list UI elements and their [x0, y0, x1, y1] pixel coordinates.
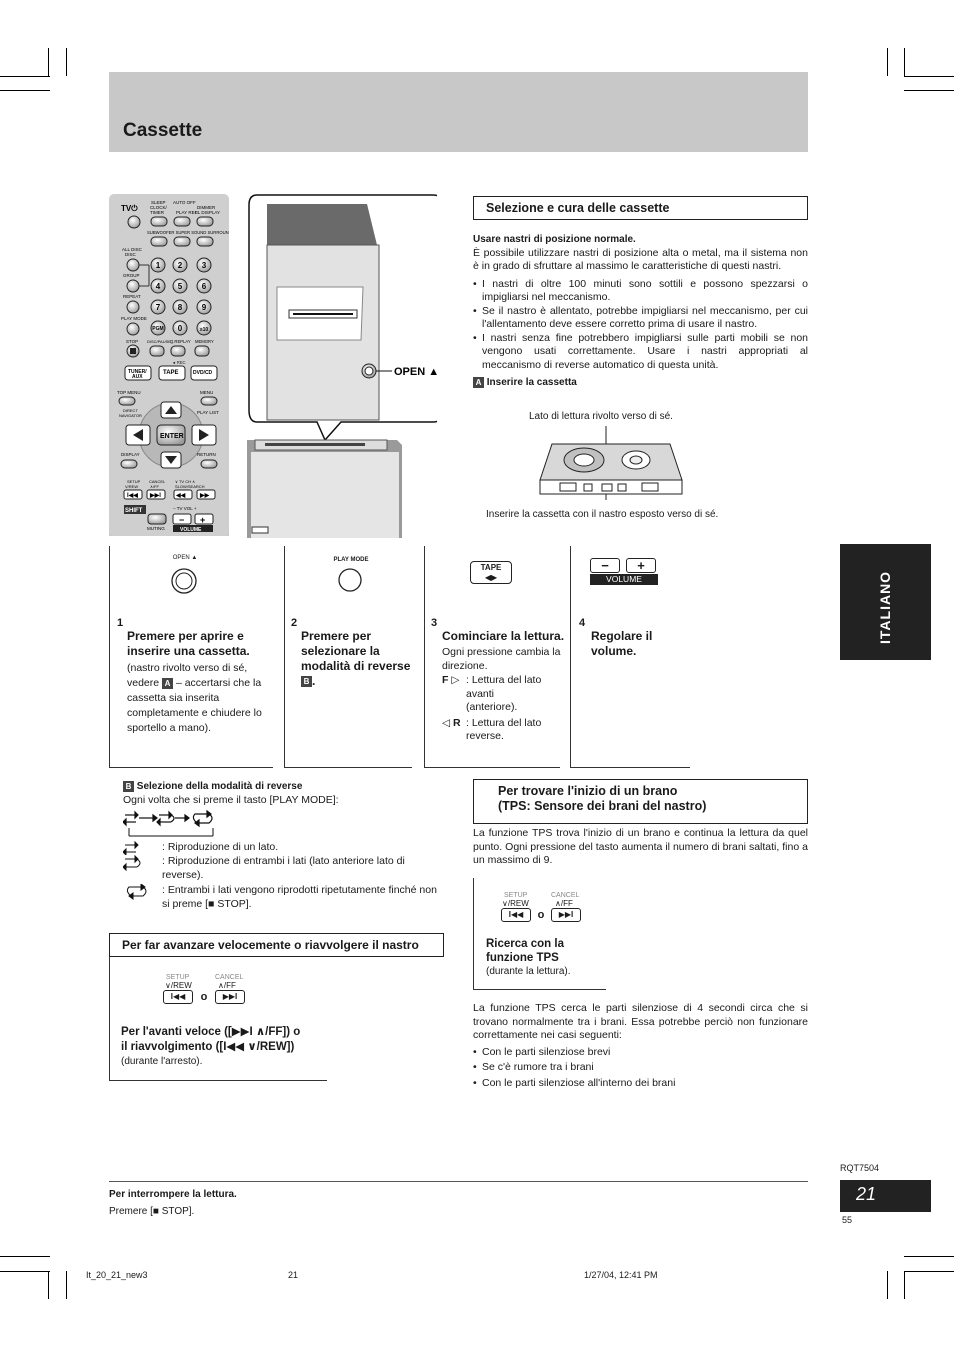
group-button[interactable]	[127, 280, 139, 292]
ffrew-sub-labels	[163, 981, 263, 990]
step-3-r-row	[442, 717, 566, 744]
reverse-intro: Ogni volta che si preme il tasto [PLAY MODE]:	[123, 793, 339, 806]
pgm-label: PGM	[152, 326, 164, 332]
memory-button[interactable]	[195, 346, 209, 356]
return-button[interactable]	[201, 460, 217, 468]
remote-enter-label: ENTER	[160, 433, 184, 440]
reverse-item-1	[123, 841, 443, 855]
ffrew-divider	[109, 1080, 327, 1081]
ffrew-desc-1: Per l'avanti veloce ([▶▶I ∧/FF]) o	[121, 1026, 301, 1038]
remote-play-mode-label: PLAY MODE	[121, 316, 147, 321]
remote-sleep-label: SLEEP	[151, 200, 166, 205]
header-bar	[109, 72, 808, 152]
remote-tvch-label: ∨ TV CH ∧	[175, 479, 196, 484]
remote-control	[109, 194, 229, 536]
selezione-subtitle: Usare nastri di posizione normale.	[473, 234, 636, 245]
step-1-body-b: – accertarsi che la cassetta sia inserita completamente e chiudere lo sportello a mano).	[127, 677, 262, 734]
footer-rule	[109, 1181, 808, 1182]
ffrew-title: Per far avanzare velocemente o riavvolgere il nastro	[109, 933, 444, 957]
svg-text:◀◀: ◀◀	[176, 493, 186, 499]
reverse-badge: B	[123, 781, 134, 792]
ffrew-desc-2: il riavvolgimento ([I◀◀ ∨/REW])	[121, 1041, 295, 1053]
q-replay-button[interactable]	[171, 346, 185, 356]
crop-mark	[0, 1256, 50, 1257]
crop-mark	[0, 76, 50, 77]
ffrew-note: (durante l'arresto).	[121, 1056, 203, 1067]
reverse-item-2-text: : Riproduzione di entrambi i lati (lato anteriore lato di reverse).	[162, 855, 405, 881]
remote-repeat-label: REPEAT	[123, 294, 141, 299]
step-divider	[570, 546, 571, 768]
remote-fldisplay-label: FL DISPLAY	[195, 210, 221, 215]
remote-playrec-label: PLAY REC	[176, 210, 198, 215]
remote-tape-label: TAPE	[163, 370, 179, 376]
tps-divider	[473, 989, 606, 990]
dimmer-button[interactable]	[197, 217, 213, 226]
step-4	[579, 617, 679, 659]
tps-rew-label: ∨/REW	[502, 899, 529, 908]
tps-button-row	[501, 908, 601, 922]
remote-topmenu-label: TOP MENU	[117, 390, 141, 395]
unit-drawing	[237, 190, 437, 538]
step-3-r-key: ◁ R	[442, 716, 461, 729]
step-2-icon	[326, 557, 376, 602]
digit-label: 0	[177, 324, 183, 333]
insert-badge: A	[473, 377, 484, 388]
step-divider	[284, 767, 412, 768]
digit-label: ≥10	[199, 327, 209, 333]
tps-divider	[473, 878, 474, 990]
tps-bullet-2: • Se c'è rumore tra i brani	[473, 1061, 808, 1075]
ffrew-desc	[121, 1025, 331, 1069]
reverse-item-1-text: : Riproduzione di un lato.	[162, 841, 279, 853]
step-3-number: 3	[431, 617, 438, 629]
digit-label: 2	[177, 261, 183, 270]
cassette-drawing	[538, 424, 684, 500]
step-3-f-key: F ▷	[442, 674, 460, 686]
step-divider	[424, 767, 560, 768]
tps-ff-icon[interactable]: ▶▶I	[551, 908, 581, 922]
ffrew-cancel-label: CANCEL	[215, 974, 244, 981]
step-divider	[284, 546, 285, 768]
step-1-icon-label: OPEN ▲	[172, 555, 198, 561]
ff-icon[interactable]: ▶▶I	[215, 990, 245, 1004]
digit-label: 8	[177, 303, 183, 312]
reverse-section	[123, 780, 443, 807]
step-divider	[109, 546, 110, 768]
remote-qreplay-label: Q.REPLAY	[170, 339, 191, 344]
step-3-icon-label: TAPE	[480, 563, 502, 572]
svg-text:▶▶: ▶▶	[200, 493, 210, 499]
open-label: OPEN ▲	[394, 366, 437, 378]
tps-or: o	[537, 909, 545, 921]
tps-rew-icon[interactable]: I◀◀	[501, 908, 531, 922]
volume-buttons-icon	[590, 558, 662, 588]
remote-pause-label: DISC/PAUSE	[147, 339, 171, 344]
caption-bottom: Inserire la cassetta con il nastro esposto verso di sé.	[486, 509, 719, 520]
pause-button[interactable]	[150, 346, 164, 356]
crop-mark	[0, 90, 50, 91]
language-tab-label: ITALIANO	[877, 570, 893, 644]
both-sides-icon	[123, 855, 161, 875]
display-button[interactable]	[121, 460, 137, 468]
remote-group-label: GROUP	[123, 273, 140, 278]
ffrew-buttons	[163, 974, 263, 1010]
stop-title: Per interrompere la lettura.	[109, 1189, 237, 1200]
remote-return-label: RETURN	[197, 452, 216, 457]
reverse-item-2	[123, 855, 443, 882]
tps-buttons	[501, 892, 601, 928]
stop-section	[109, 1188, 237, 1218]
ffrew-divider	[109, 957, 110, 1081]
tps-title-2: (TPS: Sensore dei brani del nastro)	[498, 799, 707, 813]
page-number-small: 55	[842, 1215, 853, 1225]
remote-memory-label: MEMORY	[195, 339, 214, 344]
step-2-icon-label: PLAY MODE	[333, 557, 369, 563]
tps-ff-label: ∧/FF	[555, 899, 573, 908]
crop-mark	[887, 48, 888, 76]
tps-search-note: (durante la lettura).	[486, 966, 571, 977]
reverse-title: Selezione della modalità di reverse	[136, 781, 303, 792]
remote-slow-label: SLOW/SEARCH	[175, 484, 205, 489]
remote-sw-label: SUBWOOFER SUPER SOUND SURROUND	[147, 230, 229, 235]
language-tab	[840, 544, 931, 660]
reverse-heading	[123, 780, 443, 794]
svg-text:+: +	[200, 515, 206, 525]
ffrew-button-row	[163, 990, 263, 1004]
step-divider	[424, 546, 425, 768]
step-1-number: 1	[117, 617, 124, 629]
tps-title-1: Per trovare l'inizio di un brano	[498, 784, 678, 798]
tps-setup-label: SETUP	[504, 892, 528, 899]
remote-muting-label: MUTING	[147, 526, 165, 531]
remote-autooff-label: AUTO OFF	[173, 200, 196, 205]
play-mode-button[interactable]	[127, 323, 139, 335]
step-3-r-text: : Lettura del lato reverse.	[466, 716, 542, 742]
step-3-title: Cominciare la lettura.	[442, 629, 565, 643]
caption-top: Lato di lettura rivolto verso di sé.	[529, 411, 673, 422]
tps-search	[486, 937, 596, 979]
digit-label: 4	[155, 282, 161, 291]
insert-title: Inserire la cassetta	[486, 377, 577, 388]
volume-down-icon[interactable]: −	[590, 558, 620, 573]
remote-setup-label: SETUP	[127, 479, 141, 484]
svg-text:−: −	[179, 515, 185, 525]
step-divider	[570, 767, 690, 768]
crop-mark	[0, 1271, 50, 1272]
digit-label: 1	[155, 261, 161, 270]
one-side-icon	[123, 841, 161, 855]
remote-menu-label: MENU	[200, 390, 214, 395]
selezione-intro: È possibile utilizzare nastri di posizione alta o metal, ma il sistema non è in grado di sfruttare al massimo le caratteristiche di questi nastri.	[473, 246, 808, 272]
tps-intro: La funzione TPS trova l'inizio di un brano e continua la lettura da quel punto. Ogni pressione del tasto aumenta il numero di brani saltati, fino a un massimo di 9.	[473, 827, 808, 866]
remote-navigator-label: NAVIGATOR	[119, 413, 142, 418]
tps-body-text: La funzione TPS cerca le parti silenziose di 4 secondi circa che si trovano normalmente tra i brani. Essa potrebbe perciò non funzionare correttamente nei casi seguenti:	[473, 1002, 808, 1041]
svg-text:▶▶I: ▶▶I	[150, 493, 161, 499]
ffrew-rew-label: ∨/REW	[165, 981, 192, 990]
reverse-cycle-icons	[123, 810, 243, 842]
volume-buttons-row	[590, 558, 662, 573]
remote-timer-label: TIMER	[150, 210, 164, 215]
svg-text:I◀◀: I◀◀	[127, 493, 138, 499]
digit-label: 5	[177, 282, 183, 291]
tps-top-labels	[501, 892, 601, 899]
remote-dimmer-label: DIMMER	[197, 205, 216, 210]
volume-label-bar: VOLUME	[590, 574, 658, 585]
ffrew-ff-label: ∧/FF	[218, 981, 236, 990]
volume-up-icon[interactable]: +	[626, 558, 656, 573]
step-4-number: 4	[579, 617, 586, 629]
digit-label: 9	[201, 303, 207, 312]
tps-sub-labels	[501, 899, 601, 908]
step-1	[117, 617, 267, 736]
ffrew-setup-label: SETUP	[166, 974, 190, 981]
remote-stop-label: STOP	[126, 339, 139, 344]
open-button-icon[interactable]	[160, 561, 210, 599]
tape-arrows-icon: ◀▶	[484, 573, 498, 582]
tps-bullet-3: • Con le parti silenziose all'interno dei brani	[473, 1077, 808, 1091]
tps-bullet-1: • Con le parti silenziose brevi	[473, 1046, 808, 1060]
tape-button-icon[interactable]	[470, 561, 512, 584]
step-divider	[109, 767, 273, 768]
step-1-body-a: (nastro rivolto verso di sé, vedere	[127, 662, 248, 689]
reverse-item-3	[123, 884, 443, 911]
step-3-f-text: : Lettura del lato avanti (anteriore).	[466, 674, 542, 713]
remote-display-label: DISPLAY	[121, 452, 140, 457]
remote-volume-label: VOLUME	[180, 527, 202, 533]
crop-mark	[904, 1271, 905, 1299]
step-4-title: Regolare il volume.	[591, 629, 653, 658]
step-1-body	[127, 661, 267, 736]
tps-search-title: Ricerca con la funzione TPS	[486, 938, 564, 964]
top-menu-button[interactable]	[119, 397, 135, 405]
remote-direct-label: DIRECT	[123, 408, 138, 413]
step-2-title-wrap	[291, 629, 419, 689]
disc-button[interactable]	[127, 259, 139, 271]
step-2-title-end: .	[312, 674, 316, 688]
crop-mark	[904, 1271, 954, 1272]
remote-control-drawing	[109, 194, 229, 536]
step-3	[431, 617, 566, 744]
file-name: It_20_21_new3	[86, 1270, 148, 1280]
super-sound-button[interactable]	[174, 237, 190, 246]
ffrew-top-labels	[163, 974, 263, 981]
remote-vrew-label: V/REW	[125, 484, 139, 489]
remote-dvdcd-label: DVD/CD	[193, 370, 213, 376]
crop-mark	[904, 1256, 954, 1257]
crop-mark	[48, 48, 49, 76]
step-1-badge: A	[162, 678, 173, 689]
remote-playlist-label: PLAY LIST	[197, 410, 219, 415]
rew-icon[interactable]: I◀◀	[163, 990, 193, 1004]
menu-button[interactable]	[201, 397, 217, 405]
selezione-bullet-3: • I nastri senza fine potrebbero impigliarsi sulle parti mobili se non vengono usati correttamente. Usare i nastri appropriati al meccanismo di reverse automatico di questa unità.	[473, 332, 808, 373]
file-date: 1/27/04, 12:41 PM	[584, 1270, 658, 1280]
remote-tvvol-label: − TV VOL +	[173, 506, 197, 511]
remote-rec-label: ● REC	[173, 360, 186, 365]
remote-clock-label: CLOCK/	[150, 205, 167, 210]
selezione-title: Selezione e cura delle cassette	[473, 196, 808, 220]
step-2	[291, 617, 419, 689]
remote-shift-label: SHIFT	[125, 508, 143, 514]
tps-body	[473, 1002, 808, 1090]
remote-aux-label: AUX	[132, 374, 143, 380]
crop-mark	[904, 90, 954, 91]
digit-label: 7	[155, 303, 161, 312]
remote-ff-label: ∧/FF	[150, 484, 159, 489]
page-number: 21	[840, 1180, 931, 1212]
doc-code: RQT7504	[840, 1163, 880, 1173]
tps-title	[473, 779, 808, 824]
remote-all-disc-label: ALL DISC	[122, 247, 142, 252]
crop-mark	[904, 48, 905, 76]
insert-heading	[473, 376, 808, 390]
remote-tv-label: TV⏻	[121, 204, 138, 213]
reverse-cycle-diagram	[123, 810, 243, 842]
selezione-bullet-2: • Se il nastro è allentato, potrebbe impigliarsi nel meccanismo, per cui l'allentamento deve essere corretto prima di usare il nastro.	[473, 305, 808, 332]
crop-mark	[66, 1271, 67, 1299]
digit-label: 6	[201, 282, 207, 291]
digit-label: 3	[201, 261, 207, 270]
step-2-badge: B	[301, 676, 312, 687]
remote-tuner-label: TUNER/	[128, 369, 147, 375]
selezione-bullet-1: • I nastri di oltre 100 minuti sono sottili e possono spezzarsi o impigliarsi nel meccanismo.	[473, 278, 808, 305]
crop-mark	[904, 76, 954, 77]
crop-mark	[887, 1271, 888, 1299]
step-3-body: Ogni pressione cambia la direzione.	[442, 646, 561, 672]
step-2-number: 2	[291, 617, 298, 629]
unit-illustration	[237, 190, 437, 538]
cassette-illustration	[538, 424, 684, 500]
repeat-both-icon	[123, 884, 161, 900]
sleep-button[interactable]	[151, 217, 167, 226]
subwoofer-button[interactable]	[151, 237, 167, 246]
selezione-body	[473, 233, 808, 390]
page-title: Cassette	[123, 120, 203, 141]
muting-button[interactable]	[148, 514, 166, 524]
surround-button[interactable]	[197, 237, 213, 246]
file-page: 21	[288, 1270, 299, 1280]
crop-mark	[66, 48, 67, 76]
remote-cancel-label: CANCEL	[149, 479, 166, 484]
reverse-item-3-text: : Entrambi i lati vengono riprodotti ripetutamente finché non si preme [■ STOP].	[162, 884, 437, 910]
repeat-button[interactable]	[127, 301, 139, 313]
crop-mark	[48, 1271, 49, 1299]
reverse-list	[123, 841, 443, 911]
stop-body: Premere [■ STOP].	[109, 1205, 195, 1217]
step-3-f-row	[442, 674, 566, 715]
step-1-icon	[160, 555, 210, 600]
ffrew-or: o	[200, 991, 208, 1003]
play-mode-button-icon[interactable]	[326, 563, 376, 595]
auto-off-button[interactable]	[174, 217, 190, 226]
tps-cancel-label: CANCEL	[551, 892, 580, 899]
step-1-title: Premere per aprire e inserire una cassetta.	[127, 629, 250, 658]
step-2-title: Premere per selezionare la modalità di reverse	[301, 629, 411, 673]
remote-disc-label: DISC	[125, 252, 136, 257]
